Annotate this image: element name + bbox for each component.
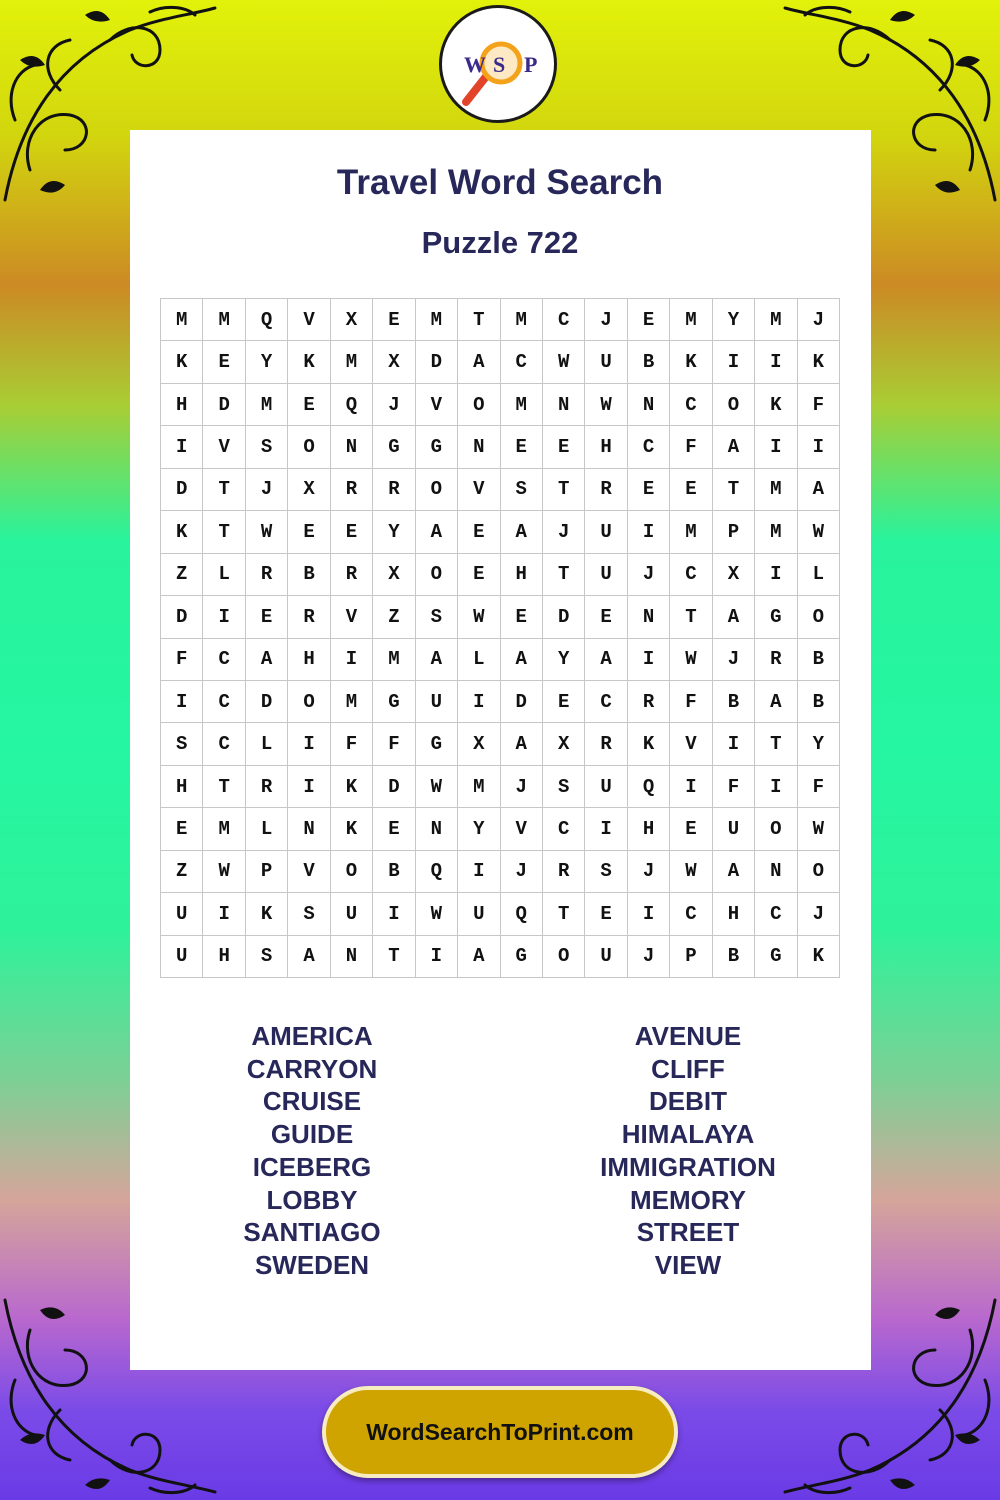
grid-cell[interactable]: M (246, 384, 288, 426)
grid-cell[interactable]: E (373, 808, 415, 850)
grid-cell[interactable]: C (670, 554, 712, 596)
grid-cell[interactable]: E (288, 384, 330, 426)
grid-cell[interactable]: D (501, 681, 543, 723)
grid-cell[interactable]: I (458, 851, 500, 893)
grid-cell[interactable]: K (288, 341, 330, 383)
grid-cell[interactable]: I (288, 766, 330, 808)
word-list-item: HIMALAYA (621, 1119, 755, 1150)
grid-cell[interactable]: M (501, 299, 543, 341)
grid-cell[interactable]: I (628, 511, 670, 553)
grid-cell[interactable]: Q (246, 299, 288, 341)
grid-cell[interactable]: E (373, 299, 415, 341)
grid-cell[interactable]: R (331, 469, 373, 511)
logo-letter-w: W (464, 52, 486, 77)
grid-cell[interactable]: F (670, 426, 712, 468)
grid-cell[interactable]: S (246, 426, 288, 468)
grid-cell[interactable]: C (203, 723, 245, 765)
grid-cell[interactable]: I (670, 766, 712, 808)
grid-cell[interactable]: F (713, 766, 755, 808)
grid-cell[interactable]: B (628, 341, 670, 383)
grid-cell[interactable]: I (373, 893, 415, 935)
grid-cell[interactable]: A (798, 469, 840, 511)
grid-cell[interactable]: T (203, 511, 245, 553)
grid-cell[interactable]: V (331, 596, 373, 638)
grid-cell[interactable]: K (798, 936, 840, 978)
grid-cell[interactable]: M (331, 341, 373, 383)
grid-cell[interactable]: M (755, 511, 797, 553)
grid-cell[interactable]: T (713, 469, 755, 511)
grid-cell[interactable]: N (755, 851, 797, 893)
grid-cell[interactable]: N (331, 936, 373, 978)
grid-cell[interactable]: E (543, 681, 585, 723)
grid-cell[interactable]: X (713, 554, 755, 596)
grid-cell[interactable]: X (373, 554, 415, 596)
grid-cell[interactable]: R (628, 681, 670, 723)
word-list-item: MEMORY (629, 1184, 747, 1215)
grid-cell[interactable]: A (713, 851, 755, 893)
grid-cell[interactable]: U (713, 808, 755, 850)
grid-cell[interactable]: U (585, 554, 627, 596)
grid-cell[interactable]: J (246, 469, 288, 511)
grid-cell[interactable]: A (501, 511, 543, 553)
grid-cell[interactable]: E (543, 426, 585, 468)
grid-cell[interactable]: L (798, 554, 840, 596)
grid-cell[interactable]: S (416, 596, 458, 638)
magnifying-glass-icon (442, 8, 554, 120)
word-list-item: VIEW (654, 1249, 722, 1280)
grid-cell[interactable]: I (203, 893, 245, 935)
grid-cell[interactable]: W (416, 893, 458, 935)
grid-cell[interactable]: S (585, 851, 627, 893)
grid-cell[interactable]: I (416, 936, 458, 978)
grid-cell[interactable]: I (713, 723, 755, 765)
word-list-item: CLIFF (651, 1053, 725, 1084)
grid-cell[interactable]: R (246, 766, 288, 808)
grid-cell[interactable]: W (416, 766, 458, 808)
grid-cell[interactable]: H (161, 766, 203, 808)
grid-cell[interactable]: K (670, 341, 712, 383)
grid-cell[interactable]: R (288, 596, 330, 638)
grid-cell[interactable]: H (203, 936, 245, 978)
grid-cell[interactable]: B (288, 554, 330, 596)
grid-cell[interactable]: I (628, 893, 670, 935)
grid-cell[interactable]: N (543, 384, 585, 426)
grid-cell[interactable]: I (713, 341, 755, 383)
grid-cell[interactable]: T (373, 936, 415, 978)
grid-cell[interactable]: Q (628, 766, 670, 808)
grid-cell[interactable]: J (501, 766, 543, 808)
grid-cell[interactable]: L (246, 808, 288, 850)
grid-cell[interactable]: O (288, 426, 330, 468)
grid-cell[interactable]: E (628, 469, 670, 511)
grid-cell[interactable]: J (798, 299, 840, 341)
word-list-item: AVENUE (634, 1021, 742, 1051)
grid-cell[interactable]: O (331, 851, 373, 893)
grid-cell[interactable]: O (543, 936, 585, 978)
grid-cell[interactable]: E (458, 511, 500, 553)
grid-cell[interactable]: Q (416, 851, 458, 893)
grid-cell[interactable]: U (585, 511, 627, 553)
grid-cell[interactable]: O (798, 851, 840, 893)
grid-cell[interactable]: N (458, 426, 500, 468)
grid-cell[interactable]: V (501, 808, 543, 850)
grid-cell[interactable]: W (670, 851, 712, 893)
word-list-left (162, 1020, 462, 1282)
grid-cell[interactable]: K (755, 384, 797, 426)
grid-cell[interactable]: B (373, 851, 415, 893)
grid-cell[interactable]: S (543, 766, 585, 808)
grid-cell[interactable]: G (501, 936, 543, 978)
grid-cell[interactable]: R (755, 639, 797, 681)
grid-cell[interactable]: D (203, 384, 245, 426)
grid-cell[interactable]: D (543, 596, 585, 638)
grid-cell[interactable]: Q (331, 384, 373, 426)
grid-cell[interactable]: K (161, 511, 203, 553)
grid-cell[interactable]: O (288, 681, 330, 723)
grid-cell[interactable]: B (713, 681, 755, 723)
grid-cell[interactable]: M (670, 299, 712, 341)
grid-cell[interactable]: M (501, 384, 543, 426)
grid-cell[interactable]: E (203, 341, 245, 383)
grid-cell[interactable]: M (203, 808, 245, 850)
grid-cell[interactable]: A (416, 511, 458, 553)
grid-cell[interactable]: N (416, 808, 458, 850)
grid-cell[interactable]: H (501, 554, 543, 596)
grid-cell[interactable]: E (288, 511, 330, 553)
grid-cell[interactable]: H (628, 808, 670, 850)
grid-cell[interactable]: I (585, 808, 627, 850)
letter-grid (160, 298, 840, 978)
grid-cell[interactable]: A (458, 936, 500, 978)
grid-cell[interactable]: U (585, 936, 627, 978)
grid-cell[interactable]: M (755, 469, 797, 511)
grid-cell[interactable]: B (798, 639, 840, 681)
grid-cell[interactable]: B (798, 681, 840, 723)
grid-cell[interactable]: D (416, 341, 458, 383)
grid-cell[interactable]: E (501, 426, 543, 468)
word-list-item: SANTIAGO (243, 1217, 381, 1248)
grid-cell[interactable]: S (161, 723, 203, 765)
grid-cell[interactable]: L (246, 723, 288, 765)
grid-cell[interactable]: C (203, 639, 245, 681)
grid-cell[interactable]: W (203, 851, 245, 893)
grid-cell[interactable]: X (331, 299, 373, 341)
grid-cell[interactable]: Y (246, 341, 288, 383)
grid-cell[interactable]: Z (373, 596, 415, 638)
grid-cell[interactable]: U (161, 936, 203, 978)
grid-cell[interactable]: W (246, 511, 288, 553)
word-list-item: ICEBERG (252, 1151, 372, 1182)
grid-cell[interactable]: E (585, 596, 627, 638)
grid-cell[interactable]: G (373, 681, 415, 723)
word-list-item: GUIDE (270, 1119, 354, 1150)
grid-cell[interactable]: R (543, 851, 585, 893)
grid-cell[interactable]: U (585, 766, 627, 808)
grid-cell[interactable]: W (585, 384, 627, 426)
grid-cell[interactable]: A (585, 639, 627, 681)
grid-cell[interactable]: W (798, 511, 840, 553)
grid-cell[interactable]: Z (161, 851, 203, 893)
grid-cell[interactable]: F (161, 639, 203, 681)
grid-cell[interactable]: X (288, 469, 330, 511)
grid-cell[interactable]: G (755, 936, 797, 978)
grid-cell[interactable]: I (755, 341, 797, 383)
grid-cell[interactable]: F (798, 384, 840, 426)
grid-cell[interactable]: J (628, 851, 670, 893)
grid-cell[interactable]: A (416, 639, 458, 681)
grid-cell[interactable]: T (458, 299, 500, 341)
grid-cell[interactable]: M (331, 681, 373, 723)
grid-cell[interactable]: L (458, 639, 500, 681)
grid-cell[interactable]: C (543, 808, 585, 850)
grid-cell[interactable]: N (331, 426, 373, 468)
grid-cell[interactable]: H (161, 384, 203, 426)
grid-cell[interactable]: K (161, 341, 203, 383)
grid-cell[interactable]: F (373, 723, 415, 765)
grid-cell[interactable]: M (161, 299, 203, 341)
grid-cell[interactable]: I (798, 426, 840, 468)
grid-cell[interactable]: A (501, 723, 543, 765)
grid-cell[interactable]: Y (713, 299, 755, 341)
grid-cell[interactable]: X (458, 723, 500, 765)
grid-cell[interactable]: A (713, 596, 755, 638)
grid-cell[interactable]: Z (161, 554, 203, 596)
grid-cell[interactable]: E (458, 554, 500, 596)
grid-cell[interactable]: I (755, 554, 797, 596)
grid-cell[interactable]: U (585, 341, 627, 383)
grid-cell[interactable]: V (458, 469, 500, 511)
word-list-item: CRUISE (262, 1086, 362, 1117)
grid-cell[interactable]: K (246, 893, 288, 935)
grid-cell[interactable]: M (458, 766, 500, 808)
word-list-item: LOBBY (266, 1184, 358, 1215)
grid-cell[interactable]: O (713, 384, 755, 426)
grid-cell[interactable]: O (458, 384, 500, 426)
grid-cell[interactable]: S (501, 469, 543, 511)
grid-cell[interactable]: S (288, 893, 330, 935)
grid-cell[interactable]: I (161, 681, 203, 723)
grid-cell[interactable]: Y (458, 808, 500, 850)
grid-cell[interactable]: I (331, 639, 373, 681)
grid-cell[interactable]: X (543, 723, 585, 765)
grid-cell[interactable]: Y (373, 511, 415, 553)
grid-cell[interactable]: R (585, 469, 627, 511)
grid-cell[interactable]: F (331, 723, 373, 765)
puzzle-number: Puzzle 722 (421, 225, 579, 260)
word-list-item: DEBIT (649, 1086, 727, 1117)
grid-cell[interactable]: D (161, 596, 203, 638)
grid-cell[interactable]: V (288, 299, 330, 341)
grid-cell[interactable]: N (628, 596, 670, 638)
grid-cell[interactable]: L (203, 554, 245, 596)
grid-cell[interactable]: A (713, 426, 755, 468)
grid-cell[interactable]: P (670, 936, 712, 978)
grid-cell[interactable]: W (798, 808, 840, 850)
grid-cell[interactable]: J (373, 384, 415, 426)
site-logo[interactable] (439, 5, 557, 123)
grid-cell[interactable]: U (161, 893, 203, 935)
grid-cell[interactable]: N (628, 384, 670, 426)
grid-cell[interactable]: V (670, 723, 712, 765)
logo-letter-s: S (493, 52, 506, 77)
grid-cell[interactable]: A (501, 639, 543, 681)
grid-cell[interactable]: M (755, 299, 797, 341)
grid-cell[interactable]: A (246, 639, 288, 681)
grid-cell[interactable]: B (713, 936, 755, 978)
grid-cell[interactable]: I (628, 639, 670, 681)
grid-cell[interactable]: C (755, 893, 797, 935)
grid-cell[interactable]: W (458, 596, 500, 638)
grid-cell[interactable]: D (246, 681, 288, 723)
grid-cell[interactable]: E (246, 596, 288, 638)
grid-cell[interactable]: A (288, 936, 330, 978)
grid-cell[interactable]: T (203, 766, 245, 808)
grid-cell[interactable]: J (585, 299, 627, 341)
grid-cell[interactable]: G (416, 723, 458, 765)
grid-cell[interactable]: X (373, 341, 415, 383)
grid-cell[interactable]: K (331, 808, 373, 850)
grid-cell[interactable]: O (416, 469, 458, 511)
grid-cell[interactable]: H (585, 426, 627, 468)
grid-cell[interactable]: H (713, 893, 755, 935)
grid-cell[interactable]: K (798, 341, 840, 383)
word-list-right (538, 1020, 838, 1282)
grid-cell[interactable]: W (543, 341, 585, 383)
grid-cell[interactable]: G (416, 426, 458, 468)
grid-cell[interactable]: I (288, 723, 330, 765)
grid-cell[interactable]: E (670, 808, 712, 850)
grid-cell[interactable]: I (755, 426, 797, 468)
grid-cell[interactable]: C (501, 341, 543, 383)
grid-cell[interactable]: T (543, 469, 585, 511)
grid-cell[interactable]: A (458, 341, 500, 383)
grid-cell[interactable]: O (755, 808, 797, 850)
grid-cell[interactable]: M (416, 299, 458, 341)
grid-cell[interactable]: D (161, 469, 203, 511)
website-link-text: WordSearchToPrint.com (366, 1418, 634, 1445)
grid-cell[interactable]: H (288, 639, 330, 681)
grid-cell[interactable]: I (161, 426, 203, 468)
grid-cell[interactable]: J (501, 851, 543, 893)
grid-cell[interactable]: C (670, 384, 712, 426)
page-title: Travel Word Search (336, 163, 664, 202)
grid-cell[interactable]: N (288, 808, 330, 850)
grid-cell[interactable]: J (628, 554, 670, 596)
grid-cell[interactable]: M (373, 639, 415, 681)
grid-cell[interactable]: P (713, 511, 755, 553)
grid-cell[interactable]: D (373, 766, 415, 808)
grid-cell[interactable]: E (670, 469, 712, 511)
grid-cell[interactable]: Q (501, 893, 543, 935)
grid-cell[interactable]: W (670, 639, 712, 681)
word-list-item: CARRYON (246, 1053, 378, 1084)
grid-cell[interactable]: E (501, 596, 543, 638)
grid-cell[interactable]: J (713, 639, 755, 681)
grid-cell[interactable]: R (331, 554, 373, 596)
grid-cell[interactable]: R (373, 469, 415, 511)
grid-cell[interactable]: U (416, 681, 458, 723)
grid-cell[interactable]: A (755, 681, 797, 723)
grid-cell[interactable]: T (543, 893, 585, 935)
grid-cell[interactable]: T (670, 596, 712, 638)
grid-cell[interactable]: M (203, 299, 245, 341)
grid-cell[interactable]: V (203, 426, 245, 468)
grid-cell[interactable]: I (203, 596, 245, 638)
grid-cell[interactable]: R (246, 554, 288, 596)
grid-cell[interactable]: P (246, 851, 288, 893)
grid-cell[interactable]: J (628, 936, 670, 978)
logo-letter-p: P (524, 52, 538, 77)
grid-cell[interactable]: C (628, 426, 670, 468)
grid-cell[interactable]: G (373, 426, 415, 468)
grid-cell[interactable]: O (798, 596, 840, 638)
grid-cell[interactable]: C (203, 681, 245, 723)
word-list-item: STREET (636, 1217, 740, 1248)
grid-cell[interactable]: O (416, 554, 458, 596)
grid-cell[interactable]: E (628, 299, 670, 341)
word-list-item: IMMIGRATION (600, 1151, 776, 1182)
grid-cell[interactable]: J (543, 511, 585, 553)
grid-cell[interactable]: I (458, 681, 500, 723)
grid-cell[interactable]: Y (798, 723, 840, 765)
grid-cell[interactable]: V (288, 851, 330, 893)
grid-cell[interactable]: I (755, 766, 797, 808)
grid-cell[interactable]: Y (543, 639, 585, 681)
grid-cell[interactable]: J (798, 893, 840, 935)
grid-cell[interactable]: S (246, 936, 288, 978)
grid-cell[interactable]: V (416, 384, 458, 426)
word-list-item: AMERICA (251, 1021, 373, 1051)
grid-cell[interactable]: T (543, 554, 585, 596)
grid-cell[interactable]: K (628, 723, 670, 765)
website-button[interactable] (322, 1386, 678, 1478)
grid-cell[interactable]: T (755, 723, 797, 765)
grid-cell[interactable]: F (798, 766, 840, 808)
grid-cell[interactable]: C (543, 299, 585, 341)
grid-cell[interactable]: E (585, 893, 627, 935)
grid-cell[interactable]: R (585, 723, 627, 765)
grid-cell[interactable]: C (585, 681, 627, 723)
grid-cell[interactable]: E (161, 808, 203, 850)
grid-cell[interactable]: M (670, 511, 712, 553)
grid-cell[interactable]: C (670, 893, 712, 935)
grid-cell[interactable]: G (755, 596, 797, 638)
grid-cell[interactable]: E (331, 511, 373, 553)
grid-cell[interactable]: U (331, 893, 373, 935)
grid-cell[interactable]: F (670, 681, 712, 723)
grid-cell[interactable]: K (331, 766, 373, 808)
grid-cell[interactable]: T (203, 469, 245, 511)
grid-cell[interactable]: U (458, 893, 500, 935)
word-list-item: SWEDEN (254, 1249, 370, 1280)
